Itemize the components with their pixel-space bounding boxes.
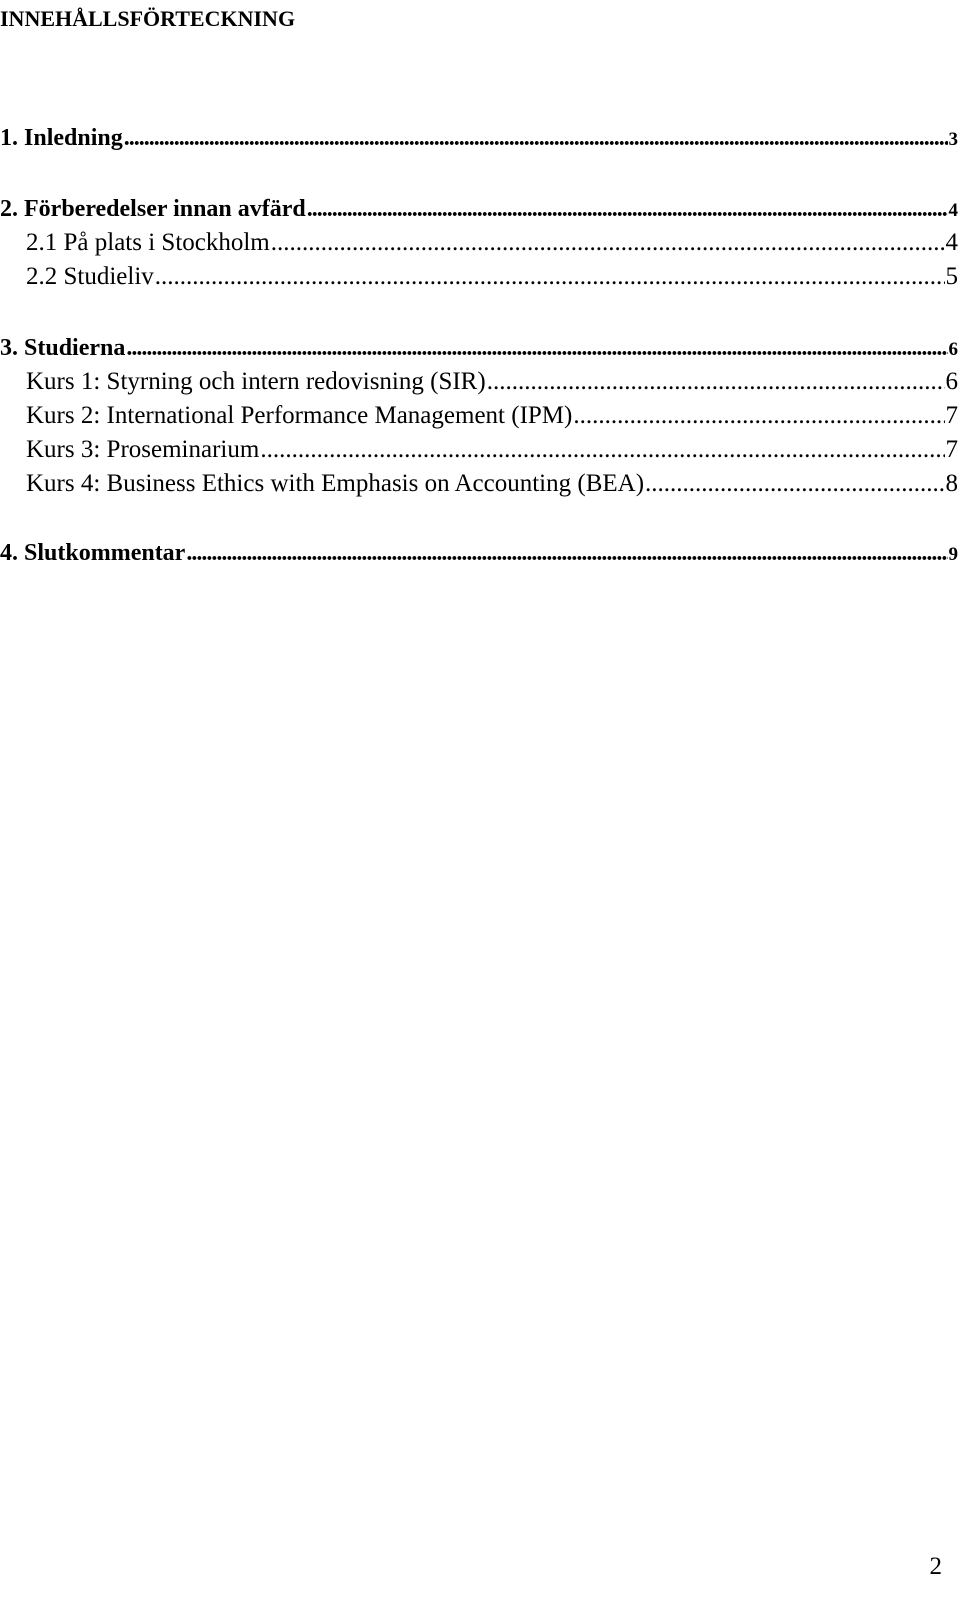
toc-entry-slutkommentar[interactable] — [0, 536, 958, 572]
toc-entry-kurs-1[interactable] — [0, 365, 958, 399]
toc-entry-label: Kurs 2: International Performance Management (IPM) — [26, 402, 573, 429]
toc-entry-page: 9 — [948, 544, 958, 565]
toc-entry-page: 4 — [948, 200, 958, 221]
toc-dot-leader — [271, 226, 945, 260]
toc-dot-leader — [126, 331, 947, 365]
toc-entry-label: 1. Inledning — [0, 125, 123, 151]
toc-entry-label: Kurs 3: Proseminarium — [26, 436, 260, 463]
toc-entry-studierna[interactable] — [0, 331, 958, 367]
toc-dot-leader — [155, 260, 945, 294]
toc-entry-studieliv[interactable] — [0, 260, 958, 294]
toc-entry-label: Kurs 1: Styrning och intern redovisning (SIR) — [26, 368, 486, 395]
toc-dot-leader — [573, 399, 944, 433]
toc-dot-leader — [307, 192, 948, 226]
toc-entry-kurs-2[interactable] — [0, 399, 958, 433]
toc-dot-leader — [260, 433, 944, 467]
toc-entry-kurs-4[interactable] — [0, 467, 958, 501]
toc-entry-label: 2.2 Studieliv — [26, 263, 154, 290]
toc-dot-leader — [186, 536, 947, 570]
toc-entry-page: 7 — [945, 436, 958, 463]
toc-entry-pa-plats[interactable] — [0, 226, 958, 260]
toc-heading: INNEHÅLLSFÖRTECKNING — [0, 6, 296, 31]
toc-entry-page: 7 — [945, 402, 958, 429]
toc-dot-leader — [487, 365, 945, 399]
toc-entry-kurs-3[interactable] — [0, 433, 958, 467]
toc-entry-page: 6 — [948, 339, 958, 360]
toc-entry-page: 5 — [945, 263, 958, 290]
toc-dot-leader — [645, 467, 944, 501]
toc-entry-forberedelser[interactable] — [0, 192, 958, 228]
toc-entry-page: 3 — [948, 129, 958, 150]
page-number: 2 — [929, 1553, 942, 1580]
toc-entry-label: 2. Förberedelser innan avfärd — [0, 196, 306, 222]
toc-entry-page: 8 — [945, 470, 958, 497]
toc-entry-label: 4. Slutkommentar — [0, 540, 186, 566]
toc-entry-label: 2.1 På plats i Stockholm — [26, 229, 270, 256]
toc-entry-inledning[interactable] — [0, 121, 958, 157]
toc-entry-page: 4 — [945, 229, 958, 256]
toc-entry-label: Kurs 4: Business Ethics with Emphasis on Accounting (BEA) — [26, 470, 645, 497]
toc-dot-leader — [124, 121, 948, 155]
toc-entry-label: 3. Studierna — [0, 335, 126, 361]
toc-entry-page: 6 — [945, 368, 958, 395]
